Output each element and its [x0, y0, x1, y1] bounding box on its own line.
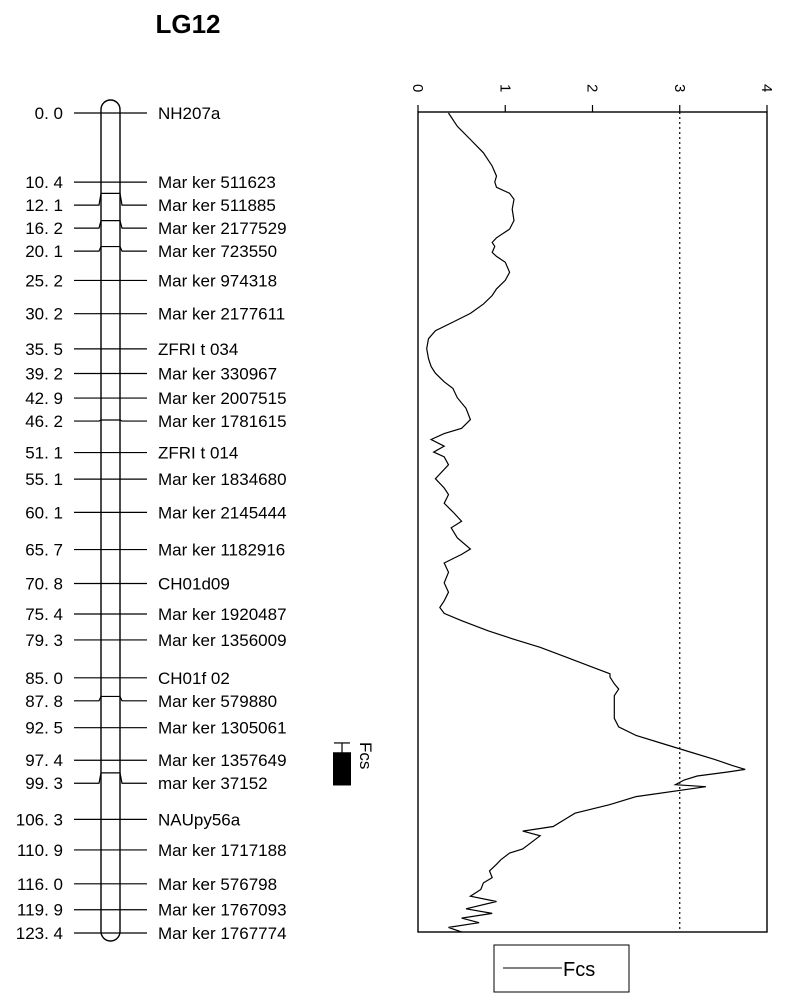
marker-position: 16. 2	[25, 219, 63, 239]
marker-position: 20. 1	[25, 242, 63, 262]
chromosome-bar	[101, 100, 120, 941]
marker-name: Mar ker 2145444	[158, 503, 287, 523]
marker-name: Mar ker 330967	[158, 364, 278, 384]
marker-name: Mar ker 1182916	[158, 540, 286, 560]
marker-name: Mar ker 579880	[158, 691, 278, 711]
marker-tick	[74, 696, 147, 700]
marker-name: Mar ker 511885	[158, 196, 276, 216]
marker-position: 35. 5	[25, 339, 63, 359]
marker-position: 99. 3	[25, 774, 63, 794]
lod-axis	[409, 84, 775, 112]
marker-name: Mar ker 1356009	[158, 630, 287, 650]
lod-tick-label: 0	[409, 84, 426, 93]
legend-entry-fcs: Fcs	[563, 959, 596, 981]
marker-position: 106. 3	[15, 810, 63, 830]
marker-position: 10. 4	[25, 173, 63, 193]
lod-tick-label: 1	[496, 84, 514, 93]
chart-title: LG12	[155, 9, 221, 39]
marker-name: ZFRI t 034	[158, 339, 239, 359]
marker-position: 70. 8	[25, 574, 63, 594]
marker-name: Mar ker 723550	[158, 242, 278, 262]
marker-tick	[74, 193, 147, 205]
lod-tick-label: 2	[583, 84, 601, 93]
marker-position: 0. 0	[34, 104, 63, 123]
marker-name: ZFRI t 014	[158, 443, 239, 463]
marker-position: 87. 8	[25, 691, 63, 711]
marker-name: Mar ker 2177611	[158, 304, 286, 324]
qtl-bar	[333, 752, 351, 785]
marker-position: 39. 2	[25, 364, 63, 384]
marker-tick	[74, 247, 147, 252]
marker-name: mar ker 37152	[158, 774, 268, 794]
marker-tick	[74, 773, 147, 783]
marker-name: Mar ker 511623	[158, 173, 276, 193]
marker-position: 65. 7	[25, 540, 63, 560]
marker-name: Mar ker 1305061	[158, 718, 287, 738]
series-line-fcs	[427, 113, 746, 932]
marker-name: NH207a	[158, 104, 221, 123]
marker-position: 123. 4	[15, 924, 63, 943]
marker-tick	[74, 221, 147, 228]
marker-name: Mar ker 2007515	[158, 389, 287, 409]
qtl-interval	[333, 742, 375, 786]
marker-name: Mar ker 576798	[158, 874, 278, 894]
marker-name: Mar ker 1834680	[158, 470, 287, 490]
marker-position: 119. 9	[16, 900, 63, 920]
marker-position: 46. 2	[25, 412, 63, 432]
legend	[494, 945, 629, 992]
marker-name: Mar ker 2177529	[158, 219, 287, 239]
marker-name: Mar ker 1357649	[158, 751, 287, 771]
marker-position: 85. 0	[25, 668, 63, 688]
marker-position: 79. 3	[25, 630, 63, 650]
lod-tick-label: 3	[670, 84, 688, 93]
marker-name: NAUpy56a	[158, 810, 241, 830]
marker-name: Mar ker 974318	[158, 271, 278, 291]
marker-position: 110. 9	[16, 840, 63, 860]
marker-list	[16, 104, 287, 943]
marker-position: 25. 2	[25, 271, 63, 291]
marker-position: 42. 9	[25, 389, 63, 409]
marker-name: Mar ker 1781615	[158, 412, 287, 432]
qtl-label: Fcs	[356, 741, 375, 770]
marker-name: Mar ker 1920487	[158, 605, 287, 625]
marker-name: CH01d09	[158, 574, 230, 594]
marker-name: Mar ker 1717188	[158, 840, 287, 860]
marker-position: 97. 4	[25, 751, 63, 771]
marker-position: 55. 1	[25, 470, 63, 490]
marker-position: 116. 0	[16, 874, 63, 894]
lod-tick-label: 4	[758, 84, 775, 93]
marker-name: CH01f 02	[158, 668, 230, 688]
marker-position: 92. 5	[25, 718, 63, 738]
marker-position: 51. 1	[25, 443, 63, 463]
marker-position: 30. 2	[25, 304, 63, 324]
marker-position: 60. 1	[25, 503, 63, 523]
marker-position: 12. 1	[25, 196, 63, 216]
marker-name: Mar ker 1767774	[158, 924, 287, 943]
marker-position: 75. 4	[25, 605, 63, 625]
lod-plot	[409, 84, 775, 932]
marker-tick	[74, 420, 147, 421]
marker-name: Mar ker 1767093	[158, 900, 287, 920]
